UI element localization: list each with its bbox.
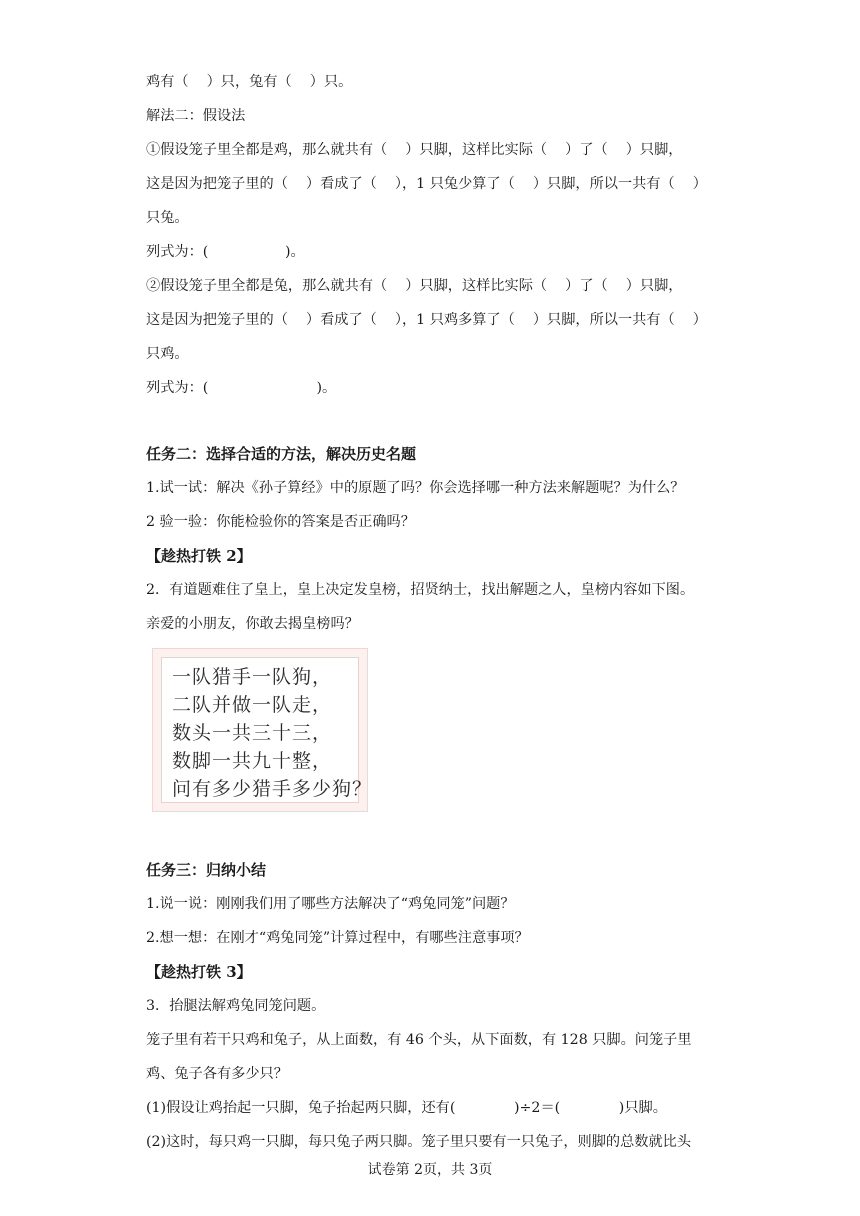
problem-step-2: (2)这时，每只鸡一只脚，每只兔子两只脚。笼子里只要有一只兔子，则脚的总数就比头 — [146, 1134, 692, 1150]
exercise-tag: 【趁热打铁 2】 — [146, 547, 252, 565]
text-line: ①假设笼子里全都是鸡，那么就共有（ ）只脚，这样比实际（ ）了（ ）只脚， — [146, 142, 683, 158]
text-line: 列式为：( )。 — [146, 380, 337, 396]
question-1: 1.说一说：刚刚我们用了哪些方法解决了“鸡兔同笼”问题？ — [146, 896, 515, 912]
question-2: 2.想一想：在刚才“鸡兔同笼”计算过程中，有哪些注意事项？ — [146, 930, 529, 946]
text-line: 解法二：假设法 — [146, 108, 246, 124]
problem-text: 鸡、兔子各有多少只？ — [146, 1066, 288, 1082]
imperial-notice-image — [152, 648, 373, 812]
problem-text: 笼子里有若干只鸡和兔子，从上面数，有 46 个头，从下面数，有 128 只脚。问笼子里 — [146, 1032, 692, 1048]
poem-line: 问有多少猎手多少狗？ — [172, 778, 373, 800]
problem-text: 3．抬腿法解鸡兔同笼问题。 — [146, 998, 326, 1014]
text-line: ②假设笼子里全都是兔，那么就共有（ ）只脚，这样比实际（ ）了（ ）只脚， — [146, 278, 683, 294]
text-line: 列式为：( )。 — [146, 244, 305, 260]
exercise-tag: 【趁热打铁 3】 — [146, 963, 252, 981]
text-line: 这是因为把笼子里的（ ）看成了（ ），1 只兔少算了（ ）只脚，所以一共有（ ） — [146, 176, 707, 192]
poem-panel — [161, 657, 373, 803]
text-line: 只兔。 — [146, 210, 189, 226]
poem-line: 二队并做一队走， — [172, 694, 333, 716]
problem-text: 亲爱的小朋友，你敢去揭皇榜吗？ — [146, 616, 359, 632]
section-heading-task3: 任务三：归纳小结 — [146, 861, 267, 879]
page-footer: 试卷第 2页，共 3页 — [367, 1162, 493, 1178]
poem-line: 一队猎手一队狗， — [172, 666, 333, 688]
text-line: 鸡有（ ）只，兔有（ ）只。 — [146, 74, 353, 90]
question-2: 2 验一验：你能检验你的答案是否正确吗？ — [146, 514, 415, 530]
poem-line: 数头一共三十三， — [172, 722, 333, 744]
text-line: 只鸡。 — [146, 346, 189, 362]
problem-text: 2．有道题难住了皇上，皇上决定发皇榜，招贤纳士，找出解题之人，皇榜内容如下图。 — [146, 582, 695, 598]
question-1: 1.试一试：解决《孙子算经》中的原题了吗？你会选择哪一种方法来解题呢？为什么？ — [146, 480, 685, 496]
text-line: 这是因为把笼子里的（ ）看成了（ ），1 只鸡多算了（ ）只脚，所以一共有（ ） — [146, 312, 707, 328]
section-heading-task2: 任务二：选择合适的方法，解决历史名题 — [146, 445, 417, 463]
problem-step-1: (1)假设让鸡抬起一只脚，兔子抬起两只脚，还有( )÷2＝( )只脚。 — [146, 1100, 667, 1116]
poem-line: 数脚一共九十整， — [172, 750, 333, 772]
